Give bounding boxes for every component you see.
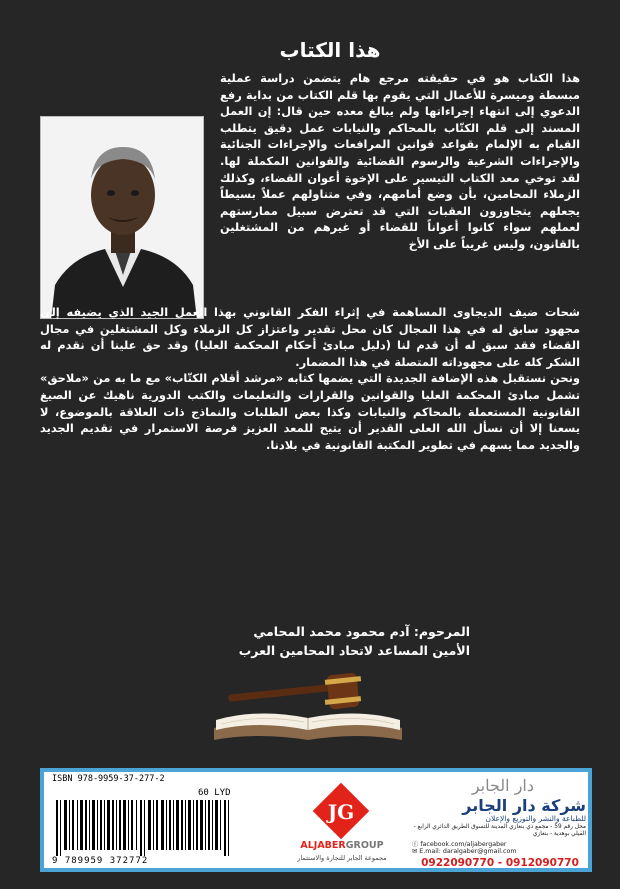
svg-text:JG: JG: [327, 800, 355, 824]
email-link[interactable]: [412, 848, 516, 855]
facebook-text: facebook.com/aljabergaber: [420, 841, 507, 848]
dar-aljaber-emblem: دار الجابر: [471, 776, 534, 795]
aljaber-brand-main: ALJABER: [300, 840, 346, 851]
publisher-phones: 0922090770 - 0912090770: [421, 857, 579, 869]
email-icon: ✉: [412, 848, 420, 855]
facebook-link[interactable]: [412, 839, 507, 848]
aljaber-brand-group: GROUP: [345, 840, 384, 851]
publisher-name: شركة دار الجابر: [462, 796, 586, 815]
author-photo: [40, 116, 204, 319]
signature-role: الأمين المساعد لاتحاد المحامين العرب: [238, 643, 470, 658]
body-paragraph-1: شحات ضيف الديجاوى المساهمة في إثراء الفكر القانوني بهذا العمل الجيد الذي يضيفه إلى مجهود سابق له في هذا المجال كان محل تقدير واعتزاز كل الزملاء وكل المشتغلين في مجال القضاء فقد سبق له أن قدم لنا (دليل مبادئ أحكام المحكمة العليا) وقد حق علينا أن نقدم له الشكر كله على مجهوداته المتصلة في هذا المضمار.: [40, 305, 580, 369]
publisher-address: محل رقم 59 - مجمع ذي بنغازي المدينة للتسوق الطريق الدائري الرابع - الفيلي بوهدية - بنغازي: [413, 824, 586, 837]
body-paragraph-2: ونحن نستقبل هذه الإضافة الجديدة التي يضمها كتابه «مرشد أقلام الكتّاب» مع ما به من «ملاحق» تشمل مبادئ المحكمة العليا والقوانين والقرارات والتعليمات والكتب الدورية ناهيك عن الصيغ القانونية المستعملة بالمحاكم والنيابات وكذا بعض الطلبات والنماذج ذات العلاقة بالموضوع، لا يسعنا إلا أن نسأل الله العلى القدير أن يتيح للمعد العزيز فرصة الاستمرار في تقديم الجديد والجديد مما يسهم في تطوير المكتبة القانونية في بلادنا.: [40, 371, 580, 452]
publisher-strip: [40, 768, 592, 872]
barcode-bars: [52, 800, 240, 856]
section-title: هذا الكتاب: [279, 38, 381, 62]
aljaber-group-logo: [288, 778, 396, 870]
aljaber-brand: [288, 840, 396, 851]
barcode-block: [48, 774, 244, 870]
isbn-text: ISBN 978-9959-37-277-2: [52, 774, 165, 784]
aljaber-subtitle: مجموعة الجابر للتجارة والاستثمار: [297, 854, 387, 862]
email-text: E.mail: daralgaber@gmail.com: [419, 848, 517, 855]
book-gavel-illustration: [208, 668, 408, 750]
body-paragraphs: [40, 304, 580, 453]
price-text: 60 LYD: [198, 788, 231, 798]
signature-name: المرحوم: آدم محمود محمد المحامي: [253, 624, 470, 639]
aljaber-emblem-icon: [312, 782, 370, 840]
barcode-number: 9 789959 372772: [52, 856, 149, 866]
publisher-tagline: للطباعة والنشر والتوزيع والإعلان: [485, 814, 586, 823]
intro-paragraph: هذا الكتاب هو في حقيقته مرجع هام يتضمن دراسة عملية مبسطة وميسرة للأعمال التي يقوم بها قلم الكتاب من بداية رفع الدعوي إلى انتهاء إجراءاتها ولم يبالغ معده حين قال: إن العمل المسند إلى قلم الكتّاب بالمحاكم والنيابات عمل دقيق يتطلب القيام به الإلمام بقواعد قوانين المرافعات والإجراءات الجنائية والإجراءات الشرعية والرسوم القضائية والقوانين المكملة لها. لقد توخي معد الكتاب التيسير على الإخوة أعوان القضاء، وكذلك الزملاء المحامين، بأن وضع أمامهم، وفي متناولهم عملاً بسيطاً يجعلهم يتجاوزون العقبات التي قد تعترض سبيل ممارستهم لعملهم سواء كانوا أعواناً للقضاء أو غيرهم من المشتغلين بالقانون، وليس غريباً على الأخ: [220, 71, 580, 251]
publisher-panel: [44, 772, 588, 868]
facebook-icon: ⓕ: [412, 841, 421, 848]
dar-aljaber-block: [410, 776, 590, 868]
